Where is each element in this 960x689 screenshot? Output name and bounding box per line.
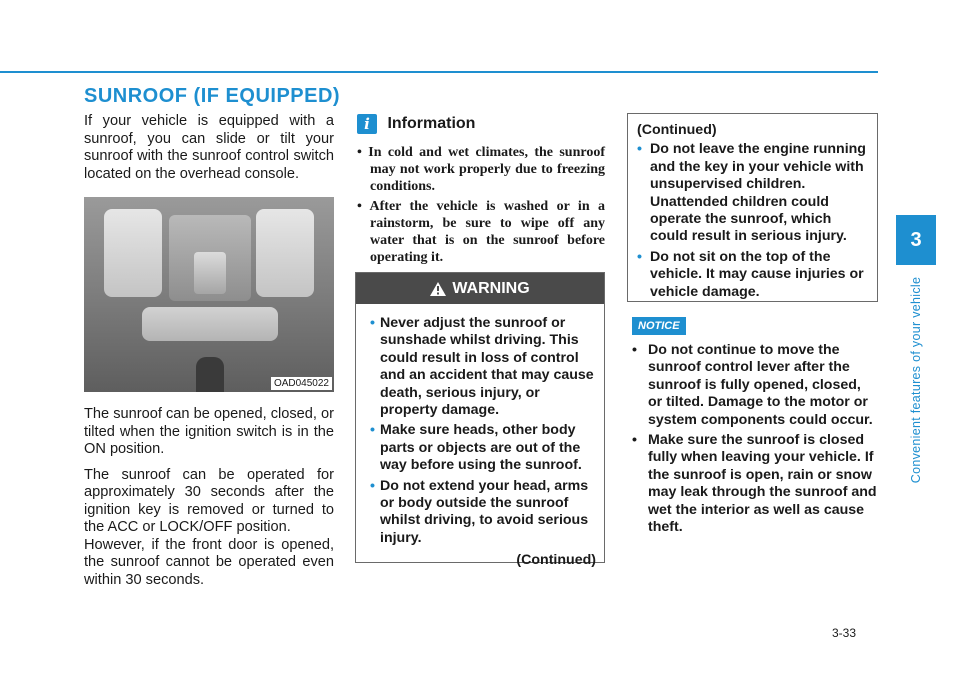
map-lamp-right [256, 209, 314, 297]
paragraph-door: However, if the front door is opened, the sunroof cannot be operated even within 30 seconds. [84, 536, 334, 588]
intro-column [84, 113, 334, 597]
overhead-console-photo [84, 197, 334, 392]
map-lamp-left [104, 209, 162, 297]
notice-list [632, 342, 878, 539]
continued-warning-box [627, 113, 878, 302]
information-icon: i [357, 114, 377, 134]
warning-item: • Never adjust the sunroof or sunshade whilst driving. This could result in loss of control and an accident that may cause death, serious injury, or property damage. [370, 315, 594, 419]
information-header [357, 114, 475, 134]
mirror-mount [196, 357, 224, 392]
warning-continued: (Continued) [516, 552, 596, 569]
chapter-tab: 3 [896, 215, 936, 265]
information-item: • In cold and wet climates, the sunroof may not work properly due to freezing conditions. [357, 145, 605, 195]
continued-label: (Continued) [637, 122, 717, 138]
warning-item: • Do not extend your head, arms or body outside the sunroof whilst driving, to avoid serious injury. [370, 477, 589, 546]
continued-item: • Do not sit on the top of the vehicle. It may cause injuries or vehicle damage. [637, 248, 864, 300]
notice-badge: NOTICE [632, 317, 686, 335]
header-rule [0, 71, 878, 73]
page-number: 3-33 [832, 626, 857, 640]
notice-item: • Do not continue to move the sunroof control lever after the sunroof is fully opened, closed, or tilted. Damage to the motor or system components could occur. [632, 342, 873, 428]
section-title: SUNROOF (IF EQUIPPED) [84, 85, 341, 107]
continued-list [637, 141, 869, 301]
sunglass-holder [142, 307, 278, 341]
warning-header [356, 273, 604, 304]
paragraph-ignition: The sunroof can be opened, closed, or tilted when the ignition switch is in the ON position. [84, 406, 334, 457]
information-list [357, 144, 605, 268]
warning-triangle-icon [430, 282, 446, 296]
warning-list [370, 315, 596, 547]
warning-item: • Make sure heads, other body parts or objects are out of the way before using the sunroof. [370, 422, 582, 474]
continued-item: • Do not leave the engine running and the key in your vehicle with unsupervised children. Unattended children could operate the sunroof, which could result in serious injury. [637, 141, 866, 245]
information-title: Information [387, 115, 476, 132]
sunroof-switch [194, 252, 226, 294]
warning-box [355, 272, 605, 569]
intro-paragraph: If your vehicle is equipped with a sunroof, you can slide or tilt your sunroof with the sunroof control switch located on the overhead console. [84, 113, 334, 182]
paragraph-30-seconds: The sunroof can be operated for approximately 30 seconds after the ignition key is removed or turned to the ACC or LOCK/OFF position. [84, 466, 334, 535]
photo-code: OAD045022 [271, 377, 332, 390]
information-item: • After the vehicle is washed or in a rainstorm, be sure to wipe off any water that is on the sunroof before operating it. [357, 198, 605, 266]
warning-title: WARNING [452, 280, 530, 297]
chapter-title: Convenient features of your vehicle [909, 276, 923, 484]
notice-item: • Make sure the sunroof is closed fully when leaving your vehicle. If the sunroof is open, rain or snow may leak through the sunroof and wet the interior as well as cause theft. [632, 432, 877, 536]
